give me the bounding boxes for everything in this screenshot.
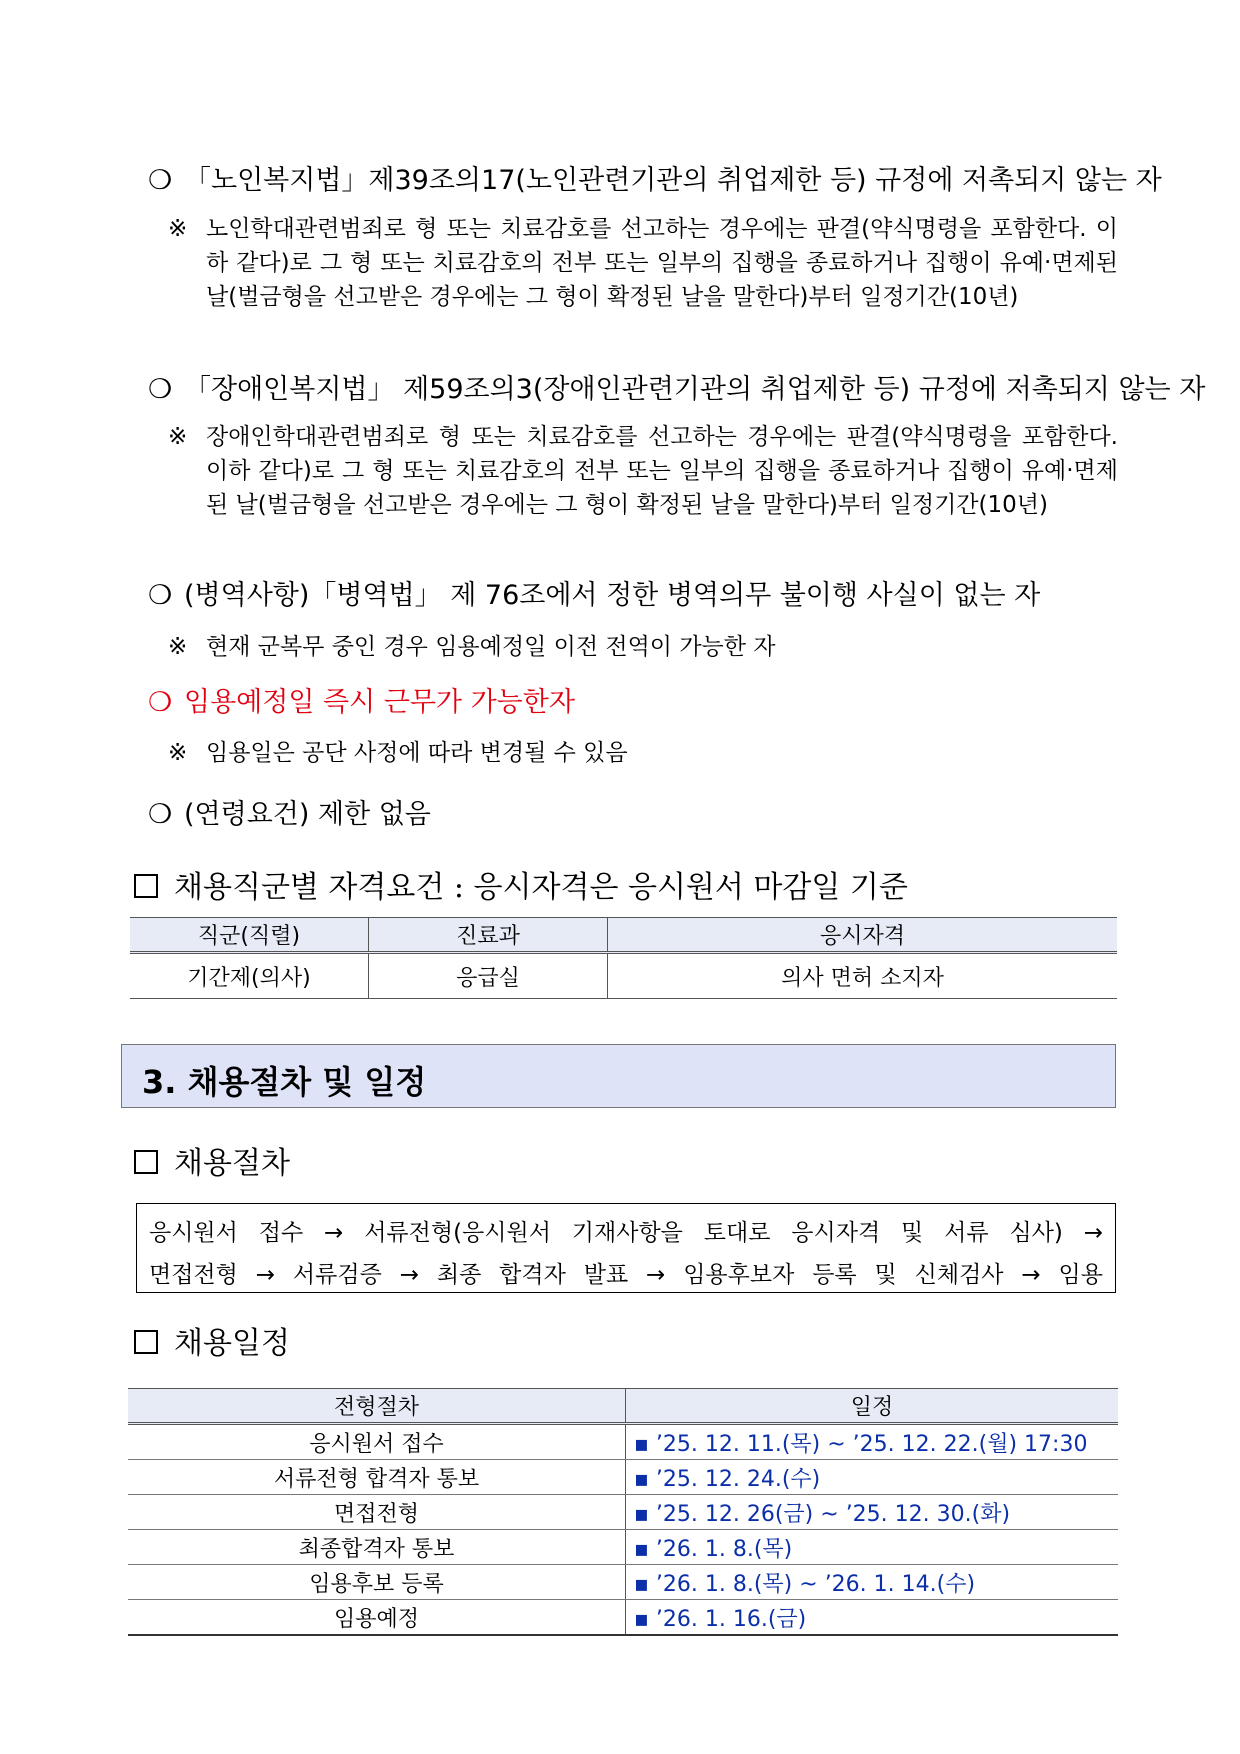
bullet-disability-welfare: ❍ 「장애인복지법」 제59조의3(장애인관련기관의 취업제한 등) 규정에 저촉되지 않는 자 (148, 374, 1206, 405)
table-header-cell: 직군(직렬) (130, 918, 369, 953)
table-cell: 의사 면허 소지자 (608, 953, 1118, 999)
table-header-row (130, 918, 1117, 953)
table-header-cell: 응시자격 (608, 918, 1118, 953)
bullet-elderly-welfare: ❍ 「노인복지법」제39조의17(노인관련기관의 취업제한 등) 규정에 저촉되지 않는 자 (148, 165, 1162, 196)
circle-bullet-icon: ❍ (148, 374, 173, 405)
table-row (130, 953, 1117, 999)
circle-bullet-icon: ❍ (148, 687, 173, 718)
reference-mark-icon: ※ (168, 634, 188, 660)
qualification-heading: 채용직군별 자격요건 : 응시자격은 응시원서 마감일 기준 (134, 862, 908, 906)
circle-bullet-icon: ❍ (148, 165, 173, 196)
circle-bullet-icon: ❍ (148, 580, 173, 611)
square-bullet-icon (134, 1330, 158, 1354)
schedule-date: ▪ ’25. 12. 24.(수) (626, 1460, 1119, 1495)
table-row (128, 1495, 1118, 1530)
schedule-date: ▪ ’26. 1. 8.(목) ~ ’26. 1. 14.(수) (626, 1565, 1119, 1600)
section-heading-box (121, 1044, 1116, 1108)
schedule-date: ▪ ’26. 1. 8.(목) (626, 1530, 1119, 1565)
schedule-step: 면접전형 (128, 1495, 626, 1530)
schedule-date: ▪ ’26. 1. 16.(금) (626, 1600, 1119, 1636)
procedure-heading: 채용절차 (134, 1138, 290, 1182)
note-military-service: ※ 현재 군복무 중인 경우 임용예정일 이전 전역이 가능한 자 (168, 634, 776, 660)
table-cell: 기간제(의사) (130, 953, 369, 999)
circle-bullet-icon: ❍ (148, 799, 173, 830)
table-header-cell: 진료과 (369, 918, 608, 953)
table-header-row (128, 1389, 1118, 1424)
schedule-date: ▪ ’25. 12. 11.(목) ~ ’25. 12. 22.(월) 17:30 (626, 1424, 1119, 1460)
bullet-age-requirement: ❍ (연령요건) 제한 없음 (148, 799, 431, 830)
reference-mark-icon: ※ (168, 740, 188, 766)
note-elderly-welfare: ※ 노인학대관련범죄로 형 또는 치료감호를 선고하는 경우에는 판결(약식명령을 포함한다. 이하 같다)로 그 형 또는 치료감호의 전부 또는 일부의 집행을 종료하거나 집행이 유예‧면제된 날(벌금형을 선고받은 경우에는 그 형이 확정된 날을 말한다)부터 일정기간(10년) (168, 212, 1118, 314)
table-row (128, 1460, 1118, 1495)
schedule-table (128, 1388, 1118, 1636)
procedure-line: 면접전형 → 서류검증 → 최종 합격자 발표 → 임용후보자 등록 및 신체검사 → 임용 (149, 1262, 1103, 1288)
procedure-box (136, 1203, 1116, 1293)
table-header-cell: 전형절차 (128, 1389, 626, 1424)
table-row (128, 1424, 1118, 1460)
schedule-step: 응시원서 접수 (128, 1424, 626, 1460)
note-disability-welfare: ※ 장애인학대관련범죄로 형 또는 치료감호를 선고하는 경우에는 판결(약식명령을 포함한다. 이하 같다)로 그 형 또는 치료감호의 전부 또는 일부의 집행을 종료하거나 집행이 유예‧면제된 날(벌금형을 선고받은 경우에는 그 형이 확정된 날을 말한다)부터 일정기간(10년) (168, 420, 1118, 522)
schedule-date: ▪ ’25. 12. 26(금) ~ ’25. 12. 30.(화) (626, 1495, 1119, 1530)
table-row (128, 1530, 1118, 1565)
bullet-military-service: ❍ (병역사항)「병역법」 제 76조에서 정한 병역의무 불이행 사실이 없는 자 (148, 580, 1041, 611)
square-bullet-icon (134, 874, 158, 898)
table-row (128, 1565, 1118, 1600)
qualification-table (130, 917, 1117, 999)
bullet-immediate-work: ❍ 임용예정일 즉시 근무가 가능한자 (148, 687, 575, 718)
reference-mark-icon: ※ (168, 216, 188, 242)
schedule-step: 최종합격자 통보 (128, 1530, 626, 1565)
table-cell: 응급실 (369, 953, 608, 999)
schedule-heading: 채용일정 (134, 1318, 290, 1362)
schedule-step: 임용예정 (128, 1600, 626, 1636)
reference-mark-icon: ※ (168, 424, 188, 450)
square-bullet-icon (134, 1150, 158, 1174)
procedure-line: 응시원서 접수 → 서류전형(응시원서 기재사항을 토대로 응시자격 및 서류 심사) → (149, 1220, 1103, 1246)
schedule-step: 서류전형 합격자 통보 (128, 1460, 626, 1495)
table-row (128, 1600, 1118, 1636)
note-appointment-date: ※ 임용일은 공단 사정에 따라 변경될 수 있음 (168, 740, 628, 766)
section-title: 3. 채용절차 및 일정 (142, 1063, 427, 1101)
table-header-cell: 일정 (626, 1389, 1119, 1424)
schedule-step: 임용후보 등록 (128, 1565, 626, 1600)
